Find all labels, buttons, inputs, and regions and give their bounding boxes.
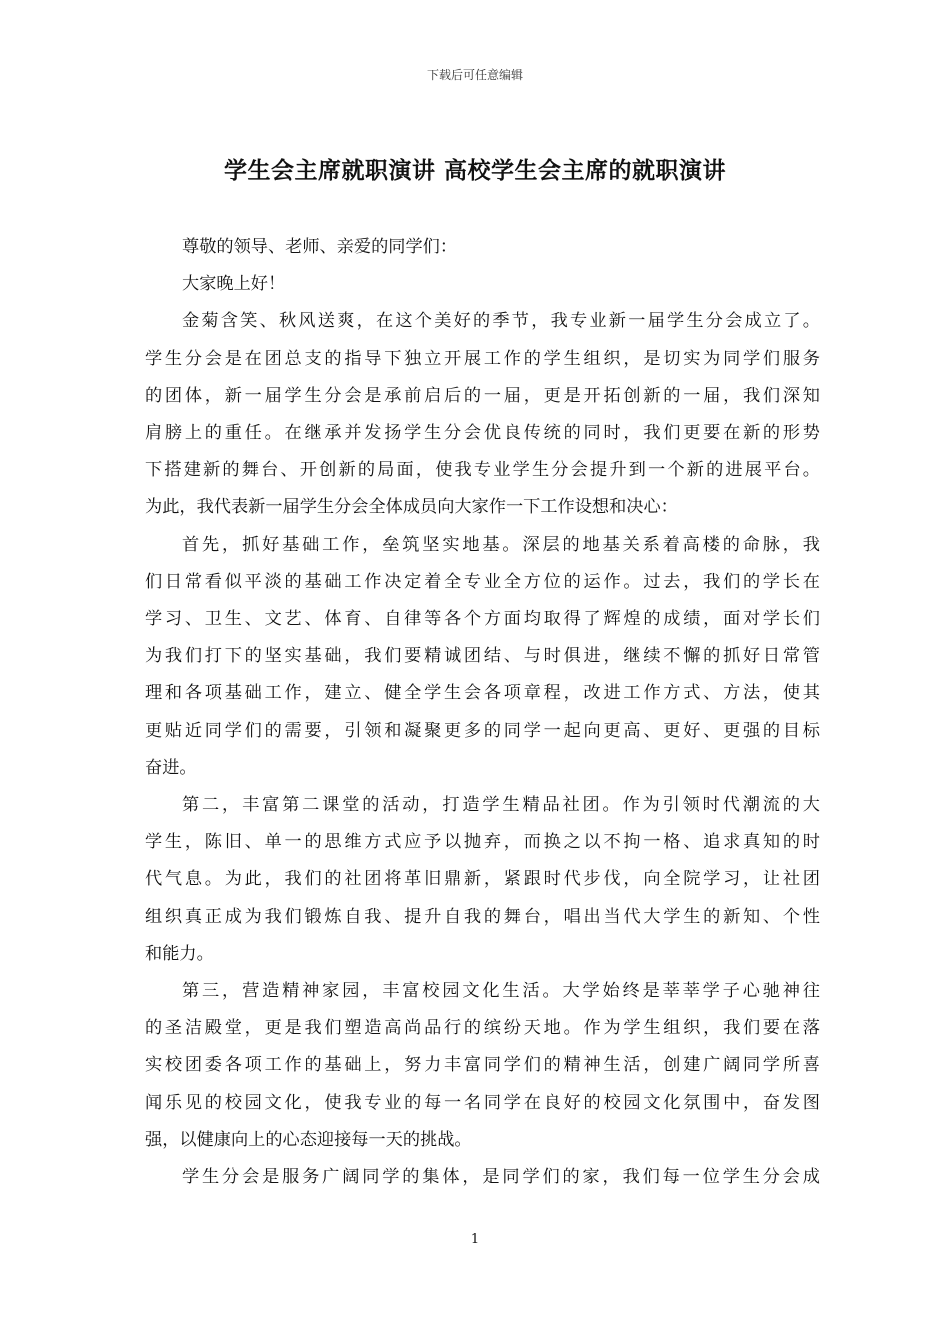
paragraph-line: 的团体，新一届学生分会是承前启后的一届，更是开拓创新的一届，我们深知 [145,385,820,406]
paragraph-line: 肩膀上的重任。在继承并发扬学生分会优良传统的同时，我们更要在新的形势 [145,423,820,444]
paragraph-line: 下搭建新的舞台、开创新的局面，使我专业学生分会提升到一个新的进展平台。 [145,460,820,481]
paragraph-line: 组织真正成为我们锻炼自我、提升自我的舞台，唱出当代大学生的新知、个性 [145,906,820,927]
document-body [145,229,820,1196]
paragraph-line: 为此，我代表新一届学生分会全体成员向大家作一下工作设想和决心： [145,497,678,518]
greeting: 大家晚上好！ [182,274,286,295]
paragraph-line: 和能力。 [145,943,214,964]
paragraph-line: 们日常看似平淡的基础工作决定着全专业全方位的运作。过去，我们的学长在 [145,571,820,592]
paragraph-line: 代气息。为此，我们的社团将革旧鼎新，紧跟时代步伐，向全院学习，让社团 [145,869,820,890]
paragraph-line: 第三，营造精神家园，丰富校园文化生活。大学始终是莘莘学子心驰神往 [182,981,820,1002]
salutation: 尊敬的领导、老师、亲爱的同学们： [182,237,458,257]
page-header: 下载后可任意编辑 [426,68,523,82]
paragraph-line: 更贴近同学们的需要，引领和凝聚更多的同学一起向更高、更好、更强的目标 [145,720,820,741]
paragraph-line: 学生，陈旧、单一的思维方式应予以抛弃，而换之以不拘一格、追求真知的时 [145,832,820,853]
paragraph-line: 的圣洁殿堂，更是我们塑造高尚品行的缤纷天地。作为学生组织，我们要在落 [145,1018,820,1039]
paragraph-line: 第二，丰富第二课堂的活动，打造学生精品社团。作为引领时代潮流的大 [182,795,820,816]
paragraph-line: 闻乐见的校园文化，使我专业的每一名同学在良好的校园文化氛围中，奋发图 [145,1092,820,1113]
page-number: 1 [470,1232,480,1247]
paragraph-line: 学生分会是服务广阔同学的集体，是同学们的家，我们每一位学生分会成 [182,1167,820,1188]
paragraph-line: 金菊含笑、秋风送爽，在这个美好的季节，我专业新一届学生分会成立了。 [182,311,820,332]
document-title: 学生会主席就职演讲 高校学生会主席的就职演讲 [223,157,726,184]
paragraph-line: 实校团委各项工作的基础上，努力丰富同学们的精神生活，创建广阔同学所喜 [145,1055,820,1076]
paragraph-line: 为我们打下的坚实基础，我们要精诚团结、与时俱进，继续不懈的抓好日常管 [145,646,820,667]
paragraph-line: 理和各项基础工作，建立、健全学生会各项章程，改进工作方式、方法，使其 [145,683,820,704]
paragraph-line: 学习、卫生、文艺、体育、自律等各个方面均取得了辉煌的成绩，面对学长们 [145,609,820,630]
paragraph-line: 学生分会是在团总支的指导下独立开展工作的学生组织，是切实为同学们服务 [145,348,820,369]
paragraph-line: 奋进。 [145,757,197,778]
paragraph-line: 强，以健康向上的心态迎接每一天的挑战。 [145,1129,472,1150]
paragraph-line: 首先，抓好基础工作，垒筑坚实地基。深层的地基关系着高楼的命脉，我 [182,534,820,555]
